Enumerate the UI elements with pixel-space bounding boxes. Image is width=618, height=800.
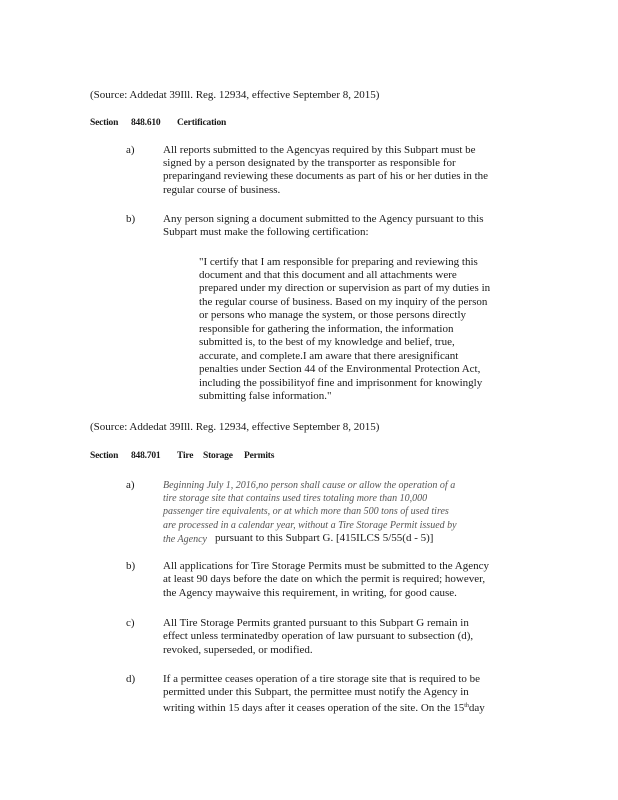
paragraph-line: All reports submitted to the Agencyas required by this Subpart must be	[163, 144, 476, 156]
section-title-word: Permits	[244, 451, 275, 461]
item-label-c: c)	[126, 617, 135, 629]
paragraph-line: If a permittee ceases operation of a tire storage site that is required to be	[163, 673, 481, 685]
quote-line: "I certify that I am responsible for preparing and reviewing this	[199, 256, 478, 268]
item-label-b: b)	[126, 560, 136, 572]
ordinal-superscript: th	[464, 703, 469, 709]
quote-line: the regular course of business. Based on my inquiry of the person	[199, 296, 488, 308]
section-label: Section	[90, 118, 119, 128]
paragraph-line: All applications for Tire Storage Permits must be submitted to the Agency	[163, 560, 489, 572]
section-title: Certification	[177, 118, 227, 128]
paragraph-line: Any person signing a document submitted to the Agency pursuant to this	[163, 213, 484, 225]
section-title-word: Tire	[177, 451, 194, 461]
item-label-d: d)	[126, 673, 136, 685]
paragraph-line: revoked, superseded, or modified.	[163, 644, 313, 656]
paragraph-line: regular course of business.	[163, 184, 281, 196]
last-line-word: day	[468, 702, 485, 714]
quote-line: penalties under Section 44 of the Environmental Protection Act,	[199, 363, 481, 375]
section-number: 848.701	[131, 451, 161, 461]
italic-line: the Agency	[163, 534, 207, 545]
quote-line: prepared under my direction or supervision as part of my duties in	[199, 282, 491, 294]
italic-line: Beginning July 1, 2016,no person shall cause or allow the operation of a	[163, 480, 456, 491]
paragraph-line: Subpart must make the following certification:	[163, 226, 369, 238]
source-note-1: (Source: Addedat 39Ill. Reg. 12934, effective September 8, 2015)	[90, 89, 380, 101]
quote-line: or persons who manage the system, or those persons directly	[199, 309, 466, 321]
section-title-word: Storage	[203, 451, 233, 461]
quote-line: submitting false information."	[199, 390, 332, 402]
source-note-2: (Source: Addedat 39Ill. Reg. 12934, effective September 8, 2015)	[90, 421, 380, 433]
italic-line: passenger tire equivalents, or at which more than 500 tons of used tires	[163, 506, 449, 517]
paragraph-line-last	[163, 700, 485, 715]
section-number: 848.610	[131, 118, 161, 128]
paragraph-line: at least 90 days before the date on which the permit is required; however,	[163, 573, 486, 585]
paragraph-line: All Tire Storage Permits granted pursuant to this Subpart G remain in	[163, 617, 469, 629]
quote-line: responsible for gathering the information, the information	[199, 323, 454, 335]
paragraph-line: the Agency maywaive this requirement, in writing, for good cause.	[163, 587, 457, 599]
item-label-a: a)	[126, 479, 135, 491]
quote-line: submitted is, to the best of my knowledge and belief, true,	[199, 336, 455, 348]
quote-line: document and that this document and all attachments were	[199, 269, 457, 281]
italic-line: tire storage site that contains used tires totaling more than 10,000	[163, 493, 428, 504]
last-line-text: writing within 15 days after it ceases operation of the site. On the 15	[163, 702, 465, 714]
italic-line: are processed in a calendar year, without a Tire Storage Permit issued by	[163, 520, 457, 531]
quote-line: including the possibilityof fine and imprisonment for knowingly	[199, 377, 483, 389]
paragraph-line: signed by a person designated by the transporter as responsible for	[163, 157, 456, 169]
paragraph-line: permitted under this Subpart, the permittee must notify the Agency in	[163, 686, 469, 698]
paragraph-line-tail: pursuant to this Subpart G. [415ILCS 5/55(d - 5)]	[215, 532, 434, 544]
section-label: Section	[90, 451, 119, 461]
paragraph-line: effect unless terminatedby operation of law pursuant to subsection (d),	[163, 630, 474, 642]
item-label-b: b)	[126, 213, 136, 225]
paragraph-line: preparingand reviewing these documents as part of his or her duties in the	[163, 170, 489, 182]
quote-line: accurate, and complete.I am aware that there aresignificant	[199, 350, 459, 362]
item-label-a: a)	[126, 144, 135, 156]
